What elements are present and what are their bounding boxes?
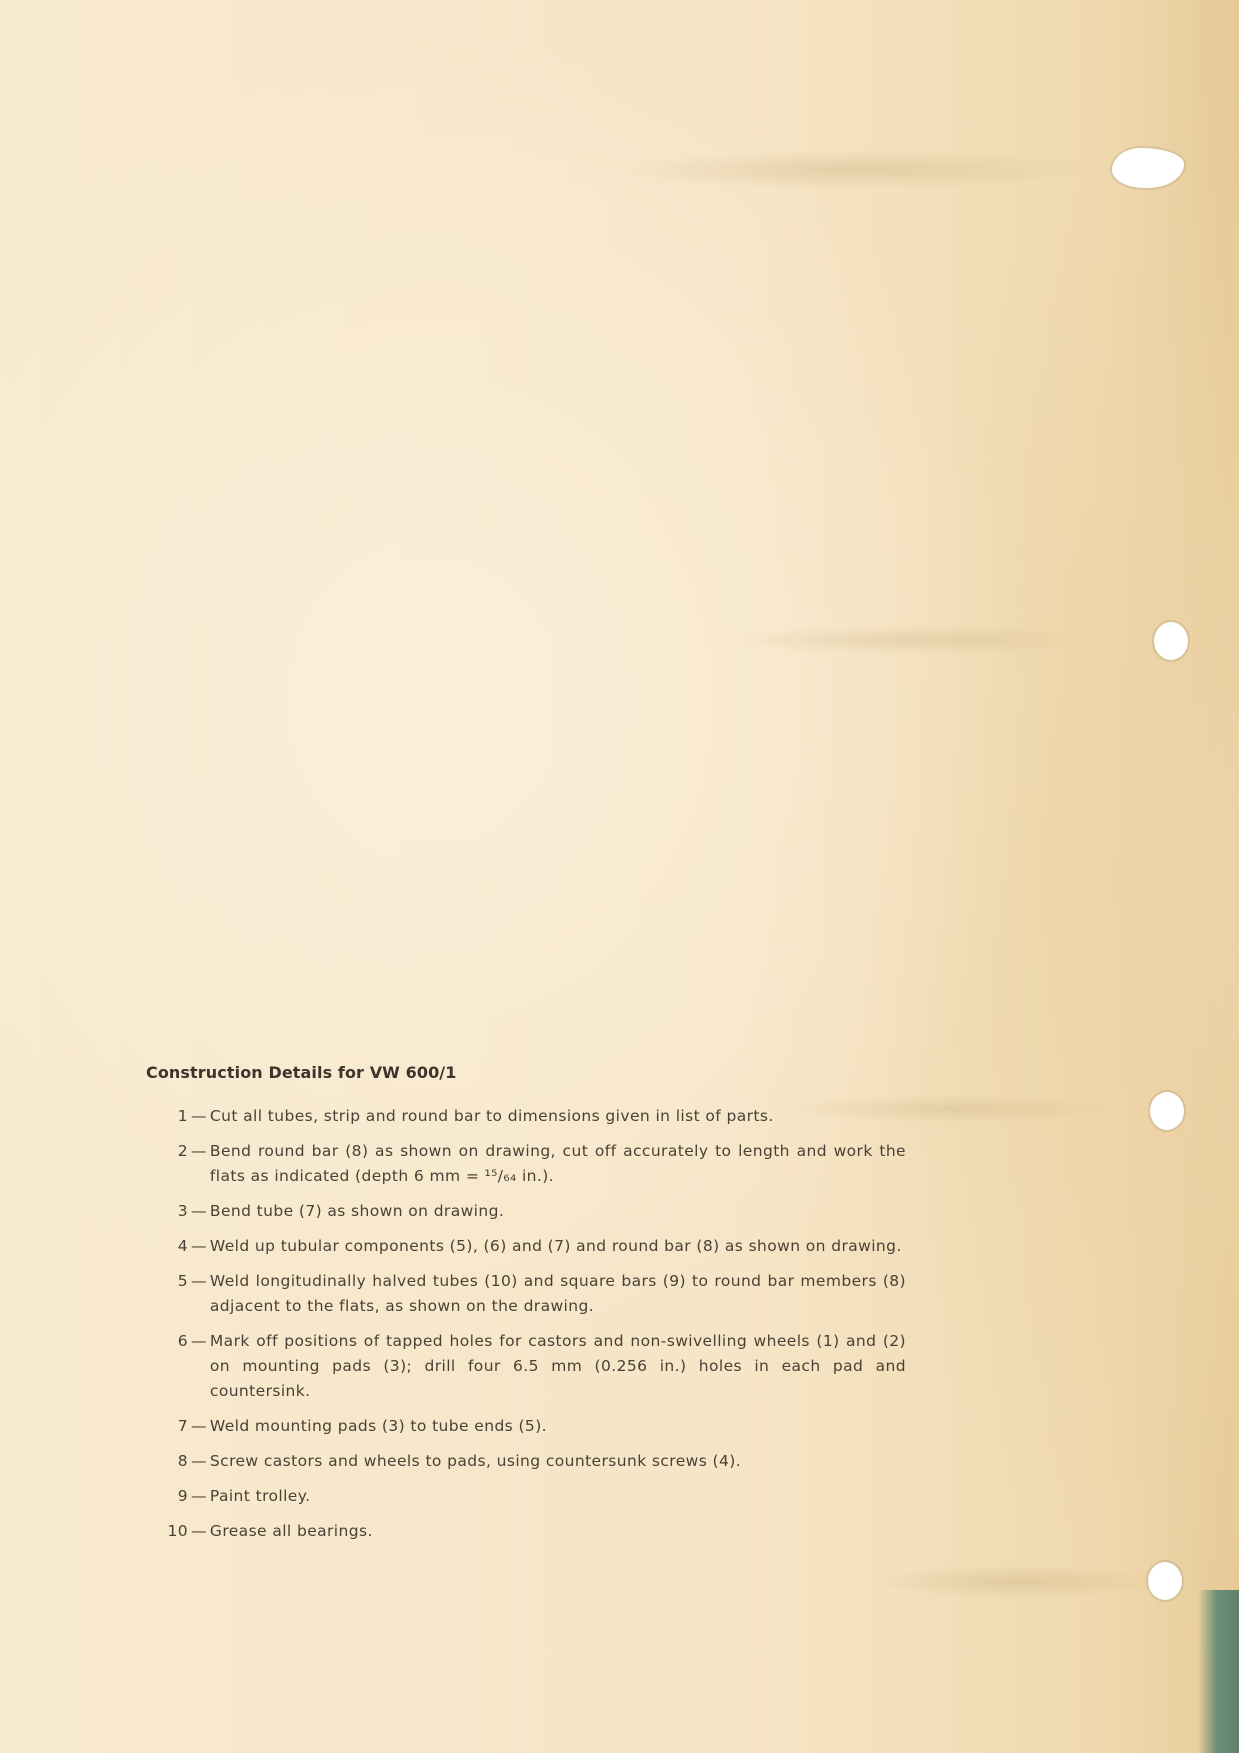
step-dash: — (191, 1487, 207, 1505)
paper-stain (610, 150, 1090, 190)
step-dash: — (191, 1332, 207, 1350)
section-heading: Construction Details for VW 600/1 (146, 1063, 457, 1082)
punch-hole (1154, 622, 1188, 660)
step-number: 1 (177, 1107, 188, 1125)
step-text: Grease all bearings. (209, 1522, 373, 1540)
construction-details (146, 1063, 906, 1554)
list-item (146, 1199, 906, 1224)
step-dash: — (191, 1202, 207, 1220)
torn-punch-hole (1112, 148, 1184, 188)
step-dash: — (191, 1452, 207, 1470)
list-item (146, 1139, 906, 1189)
step-text: Bend tube (7) as shown on drawing. (209, 1202, 505, 1220)
steps-list (146, 1104, 906, 1544)
step-text: Weld up tubular components (5), (6) and (7) and round bar (8) as shown on drawing. (209, 1237, 902, 1255)
step-number: 9 (177, 1487, 188, 1505)
paper-stain (720, 625, 1100, 655)
step-text: Mark off positions of tapped holes for castors and non-swivelling wheels (1) and (2) on mounting pads (3); drill four 6.5 mm (0.256 in.) holes in each pad and countersink. (209, 1332, 906, 1400)
step-text: Cut all tubes, strip and round bar to dimensions given in list of parts. (209, 1107, 774, 1125)
list-item (146, 1449, 906, 1474)
step-number: 8 (177, 1452, 188, 1470)
step-dash: — (191, 1417, 207, 1435)
step-text: Bend round bar (8) as shown on drawing, cut off accurately to length and work the flats as indicated (depth 6 mm = ¹⁵/₆₄ in.). (209, 1142, 906, 1185)
list-item (146, 1329, 906, 1404)
paper-stain (870, 1565, 1170, 1599)
list-item (146, 1519, 906, 1544)
step-dash: — (191, 1142, 207, 1160)
punch-hole (1150, 1092, 1184, 1130)
step-text: Paint trolley. (209, 1487, 311, 1505)
punch-hole (1148, 1562, 1182, 1600)
step-text: Screw castors and wheels to pads, using countersunk screws (4). (209, 1452, 742, 1470)
step-text: Weld longitudinally halved tubes (10) and square bars (9) to round bar members (8) adjacent to the flats, as shown on the drawing. (209, 1272, 906, 1315)
step-dash: — (191, 1522, 207, 1540)
list-item (146, 1269, 906, 1319)
list-item (146, 1234, 906, 1259)
list-item (146, 1104, 906, 1129)
list-item (146, 1414, 906, 1439)
step-number: 3 (177, 1202, 188, 1220)
step-dash: — (191, 1237, 207, 1255)
step-number: 6 (177, 1332, 188, 1350)
step-text: Weld mounting pads (3) to tube ends (5). (209, 1417, 547, 1435)
step-number: 10 (167, 1522, 188, 1540)
step-number: 2 (177, 1142, 188, 1160)
step-dash: — (191, 1272, 207, 1290)
step-number: 4 (177, 1237, 188, 1255)
step-number: 7 (177, 1417, 188, 1435)
list-item (146, 1484, 906, 1509)
step-number: 5 (177, 1272, 188, 1290)
binder-edge (1198, 1590, 1239, 1753)
step-dash: — (191, 1107, 207, 1125)
